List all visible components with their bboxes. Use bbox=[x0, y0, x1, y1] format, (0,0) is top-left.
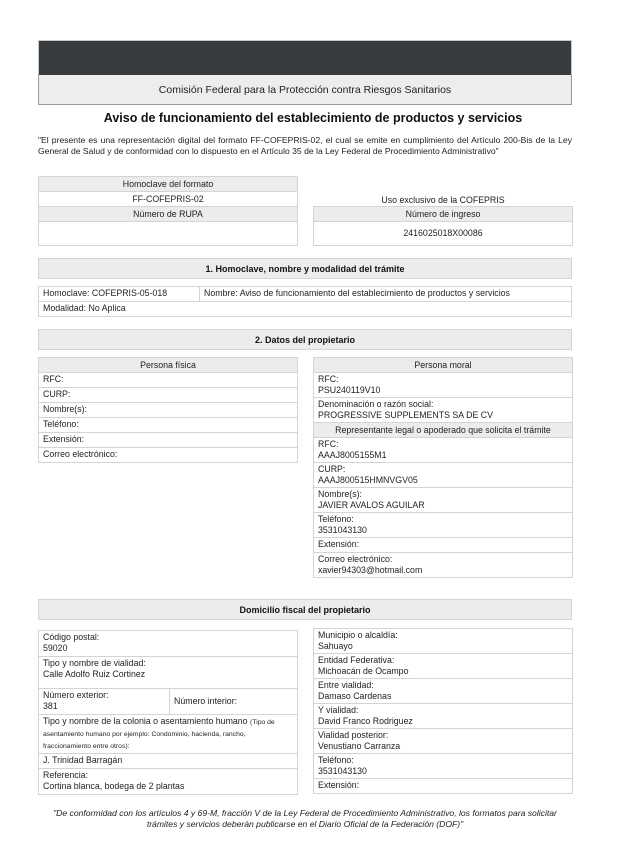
vialidad-label: Tipo y nombre de vialidad: bbox=[43, 658, 146, 668]
codigo-postal bbox=[39, 631, 298, 657]
entidad-label: Entidad Federativa: bbox=[318, 655, 395, 665]
pm-razon-value: PROGRESSIVE SUPPLEMENTS SA DE CV bbox=[318, 410, 494, 420]
rep-nombre-value: JAVIER AVALOS AGUILAR bbox=[318, 500, 425, 510]
domicilio-telefono bbox=[314, 754, 573, 779]
pf-rfc-label: RFC: bbox=[43, 374, 64, 384]
num-ext-value: 381 bbox=[43, 701, 58, 711]
rep-extension-label: Extensión: bbox=[318, 539, 360, 549]
intro-paragraph: "El presente es una representación digital del formato FF-COFEPRIS-02, el cual se emite en cumplimiento del Artículo 200-Bis de la Ley General de Salud y de conformidad con lo dispuesto en el Artículo 35 de la Ley Federal de Procedimiento Administrativo" bbox=[38, 135, 572, 156]
pf-nombre-label: Nombre(s): bbox=[43, 404, 87, 414]
rep-correo bbox=[314, 553, 573, 578]
cofepris-box bbox=[313, 206, 573, 246]
y-vialidad-value: David Franco Rodriguez bbox=[318, 716, 413, 726]
pf-telefono bbox=[39, 418, 298, 433]
entidad-federativa bbox=[314, 654, 573, 679]
domicilio-title: Domicilio fiscal del propietario bbox=[239, 604, 371, 615]
entre-vialidad-label: Entre vialidad: bbox=[318, 680, 374, 690]
municipio-value: Sahuayo bbox=[318, 641, 353, 651]
persona-fisica-header: Persona física bbox=[39, 358, 298, 373]
pf-extension bbox=[39, 433, 298, 448]
rep-telefono bbox=[314, 513, 573, 538]
section-1-header bbox=[38, 258, 572, 279]
rep-rfc bbox=[314, 438, 573, 463]
rupa-label: Número de RUPA bbox=[39, 207, 298, 222]
y-vialidad bbox=[314, 704, 573, 729]
section-1-table bbox=[38, 286, 572, 317]
pm-razon-label: Denominación o razón social: bbox=[318, 399, 434, 409]
numero-exterior bbox=[39, 689, 170, 715]
pm-razon-social bbox=[314, 398, 573, 423]
entre-vialidad bbox=[314, 679, 573, 704]
section-2-header bbox=[38, 329, 572, 350]
agency-name bbox=[38, 75, 572, 105]
rep-extension bbox=[314, 538, 573, 553]
domicilio-extension bbox=[314, 779, 573, 794]
pm-rfc-label: RFC: bbox=[318, 374, 339, 384]
pf-curp-label: CURP: bbox=[43, 389, 71, 399]
format-box bbox=[38, 176, 298, 246]
rep-rfc-label: RFC: bbox=[318, 439, 339, 449]
referencia bbox=[39, 769, 298, 795]
rep-telefono-value: 3531043130 bbox=[318, 525, 367, 535]
homoclave-format-value: FF-COFEPRIS-02 bbox=[39, 192, 298, 207]
rep-curp-label: CURP: bbox=[318, 464, 346, 474]
num-ext-label: Número exterior: bbox=[43, 690, 109, 700]
entidad-value: Michoacán de Ocampo bbox=[318, 666, 409, 676]
municipio-label: Municipio o alcaldía: bbox=[318, 630, 398, 640]
header-banner bbox=[38, 40, 572, 75]
agency-name-text: Comisión Federal para la Protección contra Riesgos Sanitarios bbox=[158, 83, 452, 96]
colonia-label-cell bbox=[39, 715, 298, 754]
pf-telefono-label: Teléfono: bbox=[43, 419, 79, 429]
pf-nombre bbox=[39, 403, 298, 418]
domicilio-left-table bbox=[38, 630, 298, 795]
colonia-value: J. Trinidad Barragán bbox=[39, 754, 298, 769]
rep-nombre bbox=[314, 488, 573, 513]
cp-value: 59020 bbox=[43, 643, 68, 653]
persona-moral-table bbox=[313, 357, 573, 578]
rep-nombre-label: Nombre(s): bbox=[318, 489, 362, 499]
num-int-label: Número interior: bbox=[174, 696, 238, 706]
dom-extension-label: Extensión: bbox=[318, 780, 360, 790]
modalidad-tramite: Modalidad: No Aplica bbox=[39, 302, 572, 317]
colonia-label: Tipo y nombre de la colonia o asentamiento humano bbox=[43, 716, 248, 726]
municipio bbox=[314, 629, 573, 654]
referencia-label: Referencia: bbox=[43, 770, 88, 780]
rupa-value bbox=[39, 222, 298, 246]
rep-telefono-label: Teléfono: bbox=[318, 514, 354, 524]
referencia-value: Cortina blanca, bodega de 2 plantas bbox=[43, 781, 185, 791]
nombre-tramite: Nombre: Aviso de funcionamiento del establecimiento de productos y servicios bbox=[200, 287, 572, 302]
pf-extension-label: Extensión: bbox=[43, 434, 85, 444]
dom-telefono-label: Teléfono: bbox=[318, 755, 354, 765]
vialidad-posterior-value: Venustiano Carranza bbox=[318, 741, 401, 751]
persona-fisica-table bbox=[38, 357, 298, 463]
numero-interior bbox=[170, 689, 298, 715]
y-vialidad-label: Y vialidad: bbox=[318, 705, 359, 715]
pf-correo-label: Correo electrónico: bbox=[43, 449, 118, 459]
domicilio-header bbox=[38, 599, 572, 620]
rep-correo-label: Correo electrónico: bbox=[318, 554, 393, 564]
pf-correo bbox=[39, 448, 298, 463]
representante-header: Representante legal o apoderado que solicita el trámite bbox=[314, 423, 573, 438]
rep-rfc-value: AAAJ8005155M1 bbox=[318, 450, 387, 460]
cp-label: Código postal: bbox=[43, 632, 100, 642]
dom-telefono-value: 3531043130 bbox=[318, 766, 367, 776]
ingreso-value: 2416025018X00086 bbox=[314, 222, 573, 246]
homoclave-tramite: Homoclave: COFEPRIS-05-018 bbox=[39, 287, 200, 302]
footer-note: "De conformidad con los artículos 4 y 69-M, fracción V de la Ley Federal de Procedimiento Administrativo, los formatos para solicitar trámites y servicios deberán publicarse en el Diario Oficial de la Federación (DOF)" bbox=[53, 808, 557, 829]
section-2-title: 2. Datos del propietario bbox=[254, 334, 356, 345]
pm-rfc bbox=[314, 373, 573, 398]
persona-moral-header: Persona moral bbox=[314, 358, 573, 373]
vialidad-posterior bbox=[314, 729, 573, 754]
entre-vialidad-value: Damaso Cardenas bbox=[318, 691, 392, 701]
vialidad bbox=[39, 657, 298, 689]
section-1-title: 1. Homoclave, nombre y modalidad del trámite bbox=[205, 263, 405, 274]
pf-curp bbox=[39, 388, 298, 403]
vialidad-value: Calle Adolfo Ruiz Cortinez bbox=[43, 669, 146, 679]
pm-rfc-value: PSU240119V10 bbox=[318, 385, 381, 395]
document-title: Aviso de funcionamiento del establecimiento de productos y servicios bbox=[103, 111, 523, 125]
rep-curp bbox=[314, 463, 573, 488]
pf-rfc bbox=[39, 373, 298, 388]
colonia-hint: (Tipo de asentamiento humano por ejemplo: Condominio, hacienda, rancho, fraccionamiento entre otros): bbox=[43, 719, 275, 750]
domicilio-right-table bbox=[313, 628, 573, 794]
vialidad-posterior-label: Vialidad posterior: bbox=[318, 730, 389, 740]
homoclave-format-label: Homoclave del formato bbox=[39, 177, 298, 192]
rep-curp-value: AAAJ800515HMNVGV05 bbox=[318, 475, 418, 485]
rep-correo-value: xavier94303@hotmail.com bbox=[318, 565, 423, 575]
cofepris-caption: Uso exclusivo de la COFEPRIS bbox=[381, 195, 505, 205]
ingreso-label: Número de ingreso bbox=[314, 207, 573, 222]
